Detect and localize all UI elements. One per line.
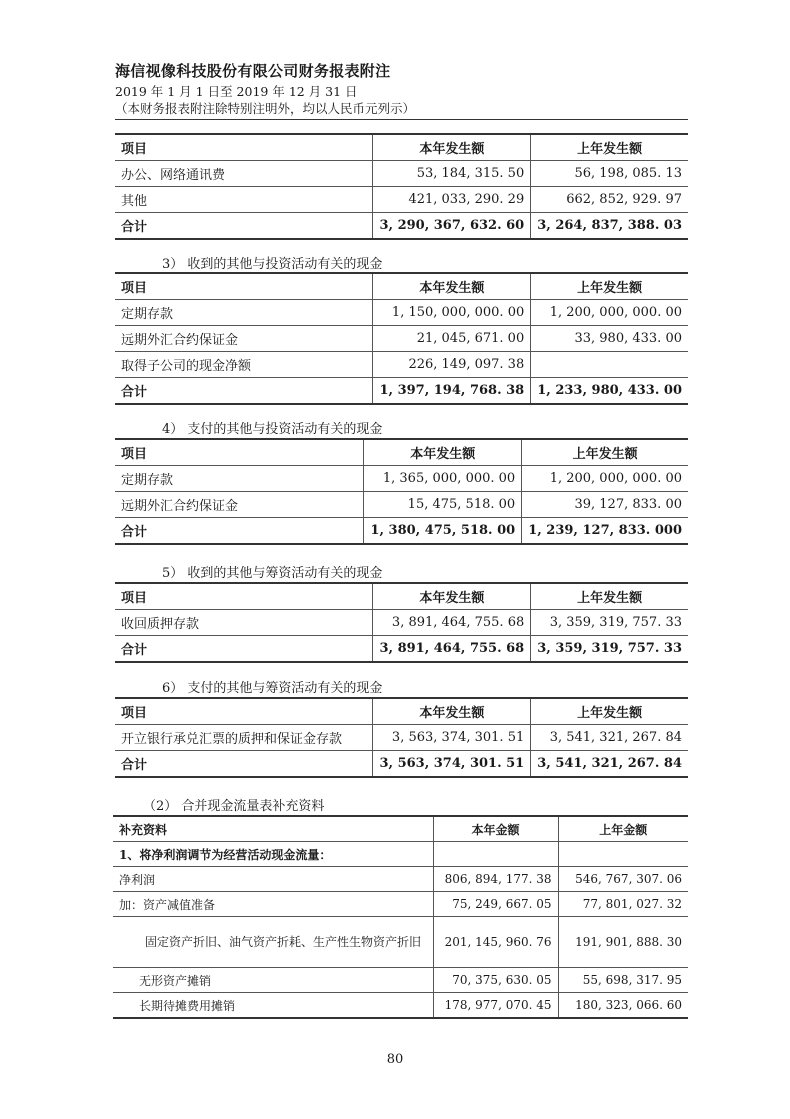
financing-cash-received-table [115,582,688,663]
investing-cash-paid-table [115,438,688,545]
table-row [113,917,688,968]
column-header: 上年发生额 [531,134,688,161]
document-title: 海信视像科技股份有限公司财务报表附注 [115,62,391,80]
table-header-row [115,439,688,466]
table-row [115,466,688,492]
section-title-4: 4） 支付的其他与投资活动有关的现金 [162,422,383,437]
table-row [115,492,688,518]
prior-year-value: 1, 200, 000, 000. 00 [522,466,688,492]
table-header-row [113,816,688,842]
current-year-value: 15, 475, 518. 00 [364,492,522,518]
current-year-value: 201, 145, 960. 76 [433,917,558,968]
empty-cell [558,842,688,867]
table-row [115,187,688,213]
current-year-value: 806, 894, 177. 38 [433,867,558,892]
column-header: 本年发生额 [373,134,531,161]
row-label: 办公、网络通讯费 [115,161,373,187]
current-year-total: 1, 397, 194, 768. 38 [373,378,531,405]
current-year-total: 3, 563, 374, 301. 51 [373,751,531,778]
prior-year-value: 56, 198, 085. 13 [531,161,688,187]
current-year-value: 70, 375, 630. 05 [433,968,558,993]
empty-cell [433,842,558,867]
section-title-5: 5） 收到的其他与筹资活动有关的现金 [162,566,383,581]
row-label: 远期外汇合约保证金 [115,326,373,352]
prior-year-value: 180, 323, 066. 60 [558,993,688,1019]
total-label: 合计 [115,636,373,663]
row-label: 取得子公司的现金净额 [115,352,373,378]
total-row [115,213,688,240]
current-year-value: 3, 891, 464, 755. 68 [373,610,531,636]
row-label: 收回质押存款 [115,610,373,636]
current-year-value: 75, 249, 667. 05 [433,892,558,917]
prior-year-value: 3, 541, 321, 267. 84 [531,725,688,751]
column-header: 项目 [121,591,148,606]
cash-flow-supplement-table [113,815,688,1019]
row-label: 定期存款 [115,300,373,326]
current-year-value: 178, 977, 070. 45 [433,993,558,1019]
prior-year-total: 3, 359, 319, 757. 33 [531,636,688,663]
current-year-total: 3, 290, 367, 632. 60 [373,213,531,240]
total-row [115,636,688,663]
table-row [115,300,688,326]
column-header: 项目 [121,142,148,157]
current-year-value: 226, 149, 097. 38 [373,352,531,378]
total-label: 合计 [115,213,373,240]
column-header: 上年发生额 [531,698,688,725]
financing-cash-paid-table [115,697,688,778]
table-row [115,352,688,378]
table-row [113,867,688,892]
column-header: 上年金额 [558,816,688,842]
table-header-row [115,583,688,610]
report-period: 2019 年 1 月 1 日至 2019 年 12 月 31 日 [115,84,358,99]
prior-year-value: 77, 801, 027. 32 [558,892,688,917]
row-label: 净利润 [113,867,433,892]
investing-cash-received-table [115,272,688,405]
prior-year-value: 191, 901, 888. 30 [558,917,688,968]
column-header: 本年金额 [433,816,558,842]
total-label: 合计 [115,751,373,778]
table-row [113,892,688,917]
table-row [115,161,688,187]
row-label: 固定资产折旧、油气资产折耗、生产性生物资产折旧 [113,917,433,968]
prior-year-value: 546, 767, 307. 06 [558,867,688,892]
current-year-value: 1, 365, 000, 000. 00 [364,466,522,492]
current-year-value: 1, 150, 000, 000. 00 [373,300,531,326]
row-label: 远期外汇合约保证金 [115,492,364,518]
row-label: 长期待摊费用摊销 [113,993,433,1019]
column-header: 项目 [121,706,148,721]
row-label: 定期存款 [115,466,364,492]
total-row [115,378,688,405]
prior-year-value: 3, 359, 319, 757. 33 [531,610,688,636]
column-header: 本年发生额 [364,439,522,466]
table-header-row [115,134,688,161]
prior-year-total: 3, 264, 837, 388. 03 [531,213,688,240]
row-label: 其他 [115,187,373,213]
section-title-6: 6） 支付的其他与筹资活动有关的现金 [162,681,383,696]
table-row [115,725,688,751]
column-header: 本年发生额 [373,583,531,610]
table-row [113,993,688,1019]
column-header: 项目 [121,281,148,296]
page-number: 80 [386,1052,404,1067]
other-operating-cash-paid-table [115,133,688,240]
prior-year-value [531,352,688,378]
current-year-value: 21, 045, 671. 00 [373,326,531,352]
current-year-value: 421, 033, 290. 29 [373,187,531,213]
total-row [115,518,688,545]
column-header: 上年发生额 [531,273,688,300]
row-label: 加：资产减值准备 [113,892,433,917]
prior-year-total: 1, 239, 127, 833. 000 [522,518,688,545]
row-label: 开立银行承兑汇票的质押和保证金存款 [115,725,373,751]
prior-year-value: 662, 852, 929. 97 [531,187,688,213]
prior-year-value: 55, 698, 317. 95 [558,968,688,993]
column-header: 本年发生额 [373,273,531,300]
column-header: 本年发生额 [373,698,531,725]
currency-note: （本财务报表附注除特别注明外，均以人民币元列示） [115,99,688,120]
column-header: 补充资料 [119,822,168,837]
column-header: 上年发生额 [522,439,688,466]
current-year-total: 1, 380, 475, 518. 00 [364,518,522,545]
table-header-row [115,698,688,725]
section-label: 1、将净利润调节为经营活动现金流量： [113,842,433,867]
prior-year-total: 1, 233, 980, 433. 00 [531,378,688,405]
column-header: 上年发生额 [531,583,688,610]
current-year-value: 53, 184, 315. 50 [373,161,531,187]
row-label: 无形资产摊销 [113,968,433,993]
prior-year-value: 33, 980, 433. 00 [531,326,688,352]
current-year-value: 3, 563, 374, 301. 51 [373,725,531,751]
table-row [115,326,688,352]
section-title-3: 3） 收到的其他与投资活动有关的现金 [162,257,383,272]
table-row [113,968,688,993]
section-title-supplement: （2） 合并现金流量表补充资料 [143,799,325,814]
total-label: 合计 [115,378,373,405]
prior-year-value: 39, 127, 833. 00 [522,492,688,518]
prior-year-value: 1, 200, 000, 000. 00 [531,300,688,326]
column-header: 项目 [121,447,148,462]
section-label-row [113,842,688,867]
total-label: 合计 [115,518,364,545]
total-row [115,751,688,778]
table-header-row [115,273,688,300]
table-row [115,610,688,636]
current-year-total: 3, 891, 464, 755. 68 [373,636,531,663]
prior-year-total: 3, 541, 321, 267. 84 [531,751,688,778]
